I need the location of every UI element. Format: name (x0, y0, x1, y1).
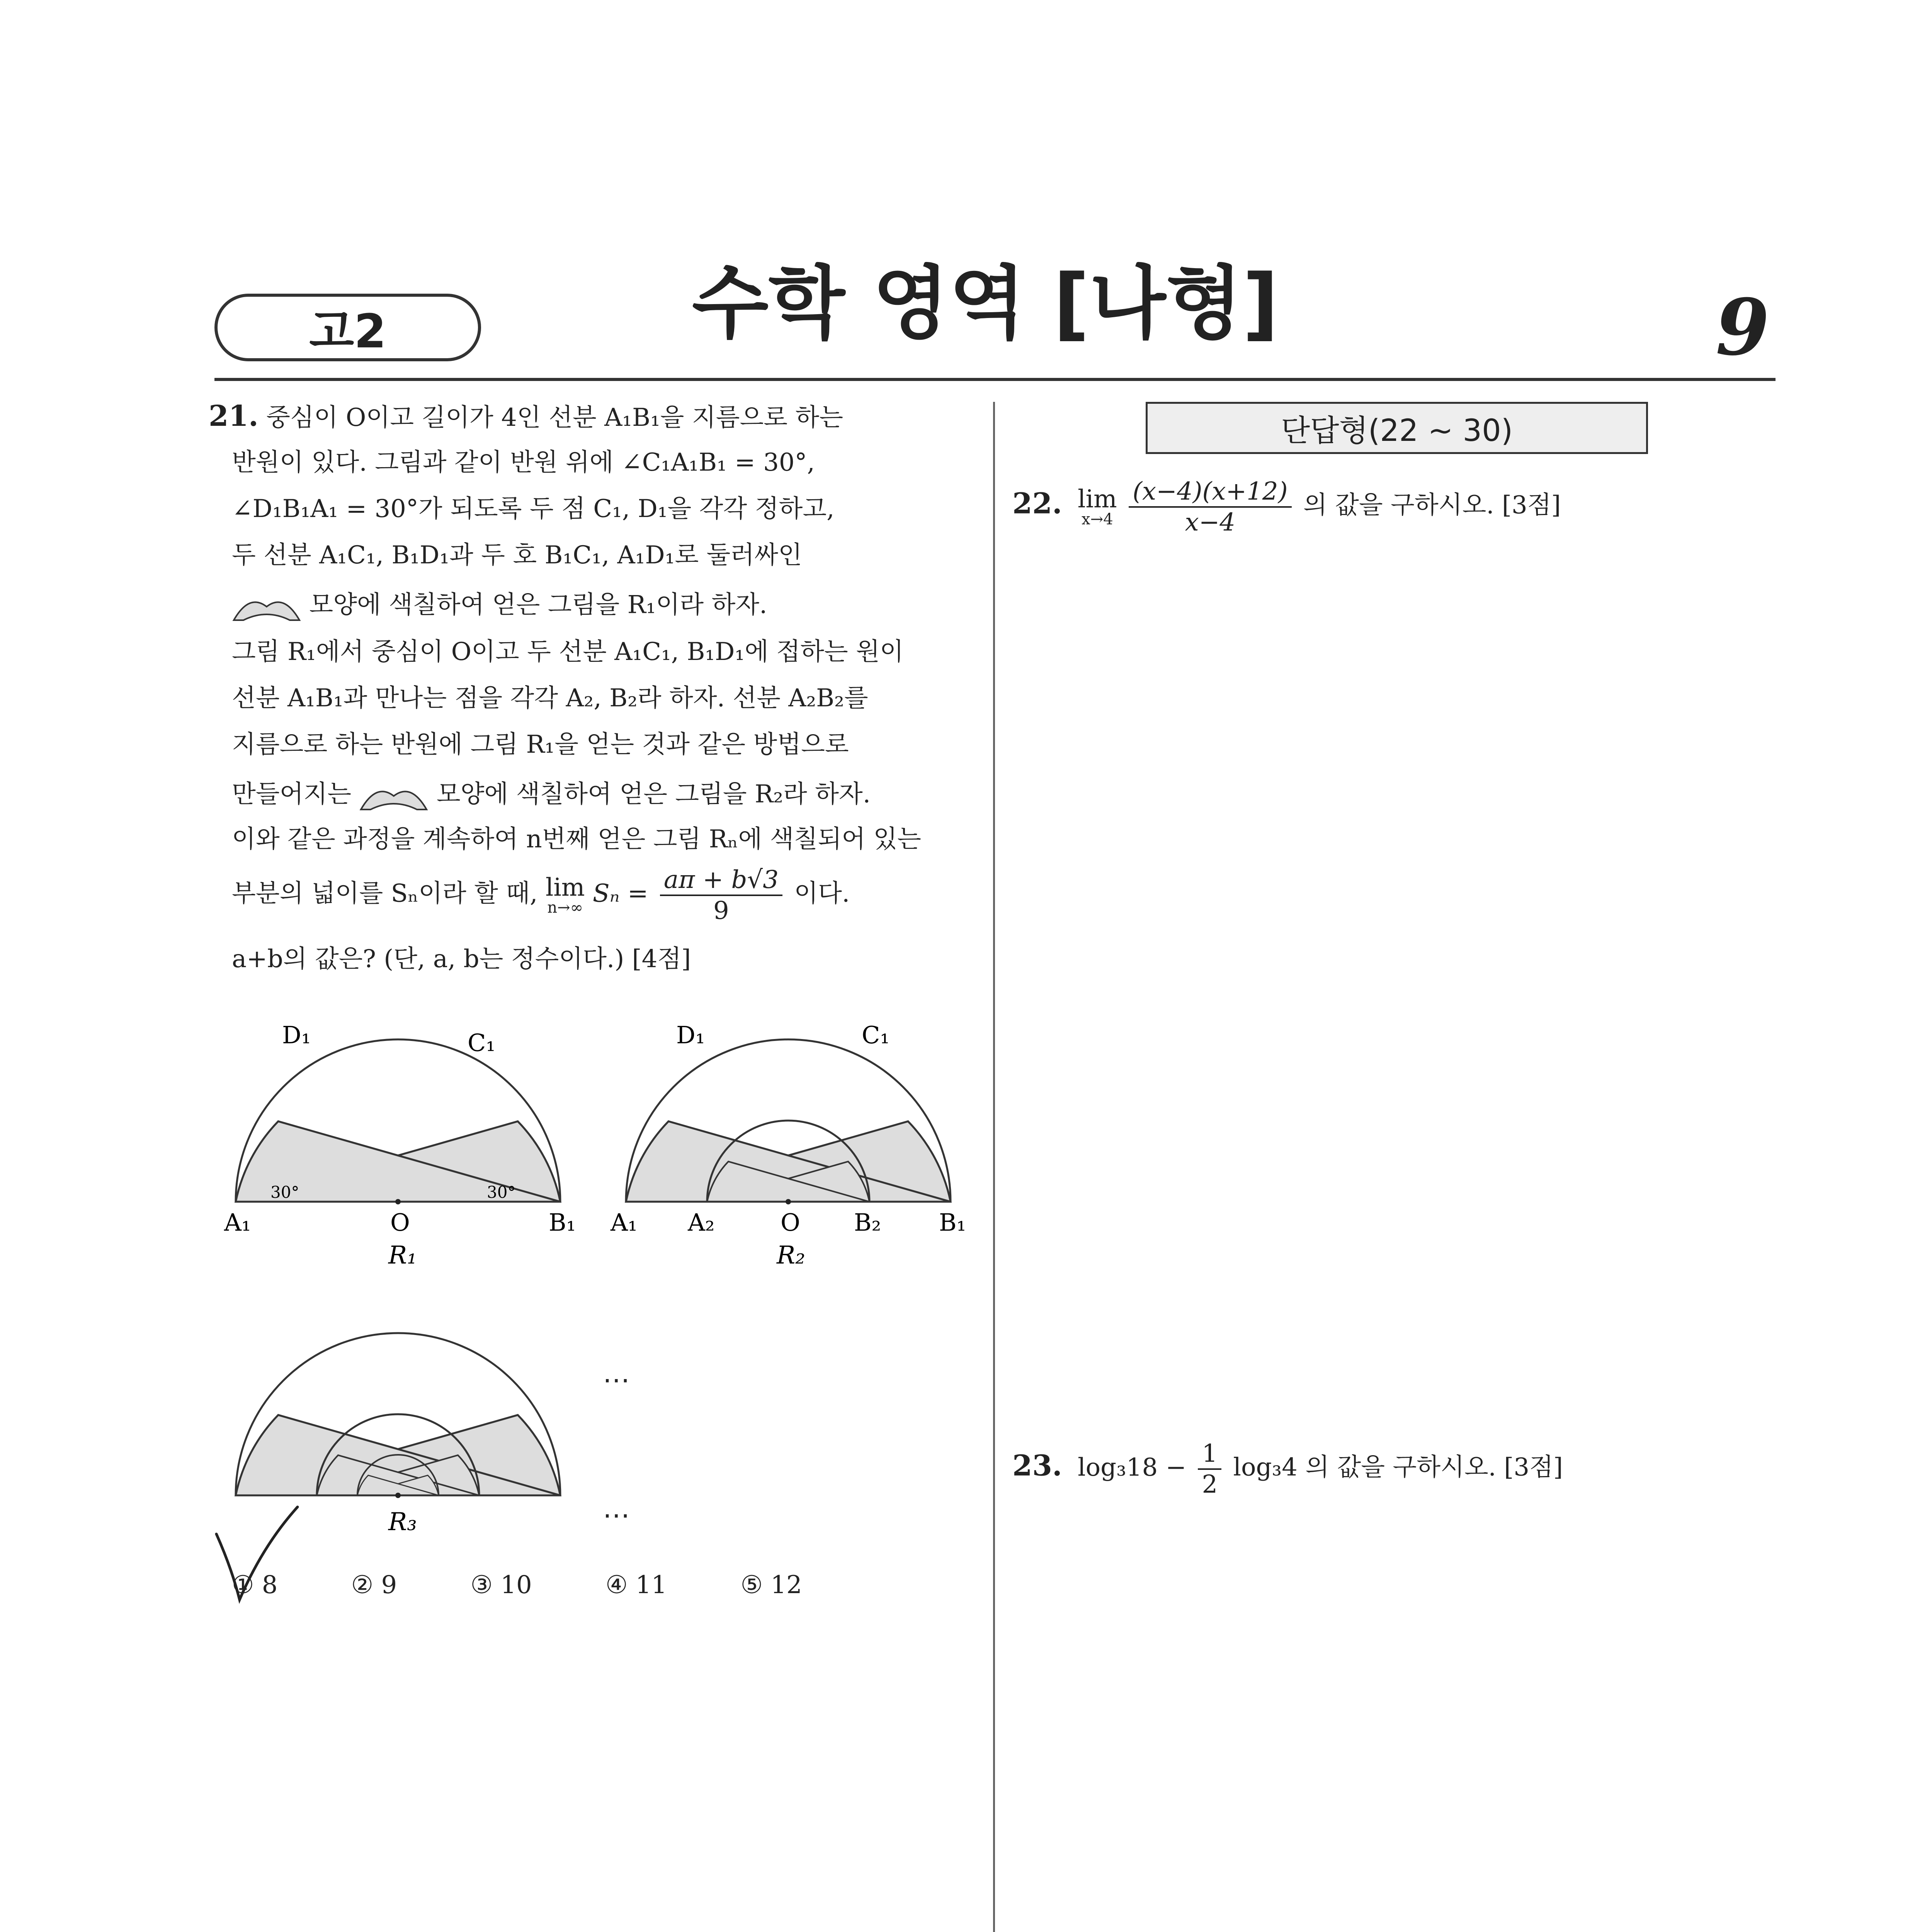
question-text: 의 값을 구하시오. [3점] (1305, 1453, 1563, 1482)
choice-5[interactable]: ⑤ 12 (740, 1571, 802, 1599)
figure-name: R₂ (777, 1241, 805, 1270)
question-number: 23. (1012, 1449, 1062, 1483)
question-text-line: 그림 R₁에서 중심이 O이고 두 선분 A₁C₁, B₁D₁에 접하는 원이 (232, 638, 904, 666)
question-text-line: 두 선분 A₁C₁, B₁D₁과 두 호 B₁C₁, A₁D₁로 둘러싸인 (232, 541, 802, 570)
answer-choices (232, 1573, 868, 1597)
figure-r1 (216, 1020, 603, 1283)
label-b1: B₁ (549, 1208, 576, 1236)
choice-4[interactable]: ④ 11 (605, 1571, 667, 1599)
question-number: 22. (1012, 487, 1062, 520)
label-b2: B₂ (854, 1208, 881, 1236)
question-text-line: 모양에 색칠하여 얻은 그림을 R₁이라 하자. (309, 590, 767, 619)
ellipsis: ⋯ (603, 1364, 630, 1396)
fraction: $\frac{(x-4)(x+12)}{x-4}$ (1129, 479, 1291, 535)
fraction: $\frac{1}{2}$ (1198, 1441, 1221, 1497)
label-d1: D₁ (676, 1021, 705, 1049)
question-number: 21. (209, 400, 259, 433)
label-a1: A₁ (224, 1208, 251, 1236)
question-text-line: a+b의 값은? (단, a, b는 정수이다.) [4점] (232, 945, 691, 973)
label-b1: B₁ (939, 1208, 966, 1236)
header-rule (214, 378, 1776, 381)
question-text-line: 지름으로 하는 반원에 그림 R₁을 얻는 것과 같은 방법으로 (232, 730, 849, 759)
question-text-line: 중심이 O이고 길이가 4인 선분 A₁B₁을 지름으로 하는 (266, 403, 844, 432)
choice-3[interactable]: ③ 10 (470, 1571, 532, 1599)
choice-2[interactable]: ② 9 (351, 1571, 397, 1599)
label-angle-left: 30° (270, 1183, 299, 1202)
question-text-line: 모양에 색칠하여 얻은 그림을 R₂라 하자. (436, 780, 871, 809)
figure-r2 (603, 1020, 989, 1283)
label-a2: A₂ (688, 1208, 715, 1236)
question-text-line: ∠D₁B₁A₁ = 30°가 되도록 두 점 C₁, D₁을 각각 정하고, (232, 495, 835, 523)
question-text-line: 만들어지는 (232, 780, 352, 809)
shaded-shape-icon (359, 779, 429, 813)
label-c1: C₁ (468, 1029, 496, 1057)
label-o: O (390, 1208, 410, 1236)
question-text-line: 이다. (794, 879, 850, 908)
figure-name: R₁ (388, 1241, 417, 1270)
page-title: 수학 영역 [나형] (692, 258, 1279, 350)
label-d1: D₁ (282, 1021, 311, 1049)
question-21: 21. 중심이 O이고 길이가 4인 선분 A₁B₁을 지름으로 하는 반원이 있다. 그림과 같이 반원 위에 ∠C₁A₁B₁ = 30°, ∠D₁B₁A₁ = 30°가 되도록 두 점 C₁, D₁을 각각 정하고, 두 선분 A₁C₁, B₁D₁과 두 호 B₁C₁, A₁D₁로 둘러싸인 모양에 색칠하여 얻은 그림을 R₁이라 하자. 그림 R₁에서 중심이 O이고 두 선분 A₁C₁, B₁D₁에 접하는 원이 선분 A₁B₁과 만나는 점을 각각 A₂, B₂라 하자. 선분 A₂B₂를 지름으로 하는 반원에 그림 R₁을 얻는 것과 같은 방법으로 만들어지는 모양에 색칠하여 얻은 그림을 R₂라 하자. 이와 같은 과정을 계속하여 n번째 얻은 그림 Rₙ에 색칠되어 있는 부분의 넓이를 Sₙ이라 할 때, lim n→∞ Sₙ = $\frac{a\pi + b√3}{9}$ 이다. a+b의 값은? (단, a, b는 정수이다.) [4점] (209, 400, 921, 973)
label-angle-right: 30° (487, 1183, 516, 1202)
grade-badge: 고2 (214, 294, 481, 361)
label-c1: C₁ (862, 1021, 890, 1049)
section-header: 단답형(22 ~ 30) (1146, 402, 1648, 454)
fraction: $\frac{a\pi + b√3}{9}$ (660, 867, 782, 923)
figure-name: R₃ (388, 1508, 417, 1536)
choice-1[interactable]: ① 8 (232, 1571, 278, 1599)
question-text-line: 선분 A₁B₁과 만나는 점을 각각 A₂, B₂라 하자. 선분 A₂B₂를 (232, 684, 868, 713)
question-22 (1012, 479, 1561, 535)
label-o: O (781, 1208, 800, 1236)
page-number: 9 (1716, 282, 1770, 373)
question-text-line: 이와 같은 과정을 계속하여 n번째 얻은 그림 Rₙ에 색칠되어 있는 (232, 825, 921, 854)
question-text: 의 값을 구하시오. [3점] (1303, 491, 1561, 520)
question-text-line: 반원이 있다. 그림과 같이 반원 위에 ∠C₁A₁B₁ = 30°, (232, 448, 815, 477)
question-text-line: 부분의 넓이를 Sₙ이라 할 때, (232, 879, 538, 908)
limit-expression: lim n→∞ (545, 873, 585, 917)
column-divider (993, 402, 995, 1932)
label-a1: A₁ (611, 1208, 638, 1236)
ellipsis: ⋯ (603, 1499, 630, 1531)
question-23: 23. log₃18 − $\frac{1}{2}$ log₃4 의 값을 구하시오. [3점] (1012, 1439, 1563, 1499)
shaded-shape-icon (232, 589, 301, 624)
limit-expression: lim x→4 (1078, 485, 1117, 528)
